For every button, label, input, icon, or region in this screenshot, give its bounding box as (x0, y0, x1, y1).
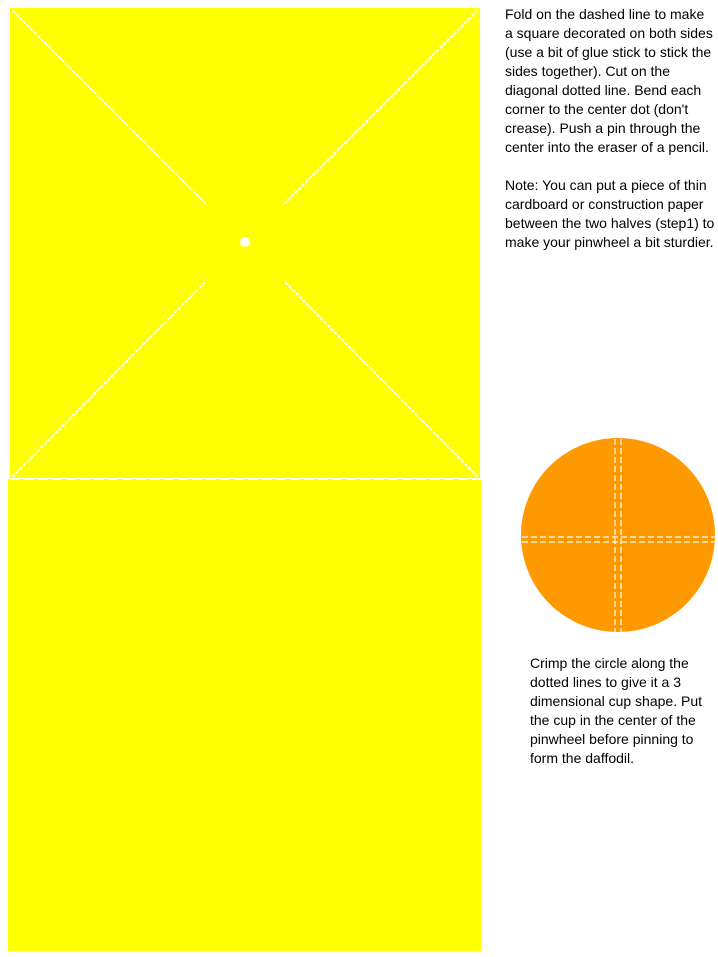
cup-instructions-text: Crimp the circle along the dotted lines to give it a 3 dimensional cup shape. Put the cup in the center of the pinwheel before pinning to form the daffodil. (530, 655, 702, 766)
pinwheel-bottom-half (8, 479, 481, 951)
pinwheel-note-text: Note: You can put a piece of thin cardboard or construction paper between the two halves (step1) to make your pinwheel a bit sturdier. (505, 177, 715, 250)
pinwheel-top-half (10, 8, 480, 478)
cup-circle (521, 438, 715, 632)
pinwheel-instructions (505, 5, 715, 252)
pinwheel-steps-text: Fold on the dashed line to make a square decorated on both sides (use a bit of glue stick to stick the sides together). Cut on the diagonal dotted line. Bend each corner to the center dot (don't crease). Push a pin through the center into the eraser of a pencil. (505, 6, 713, 155)
